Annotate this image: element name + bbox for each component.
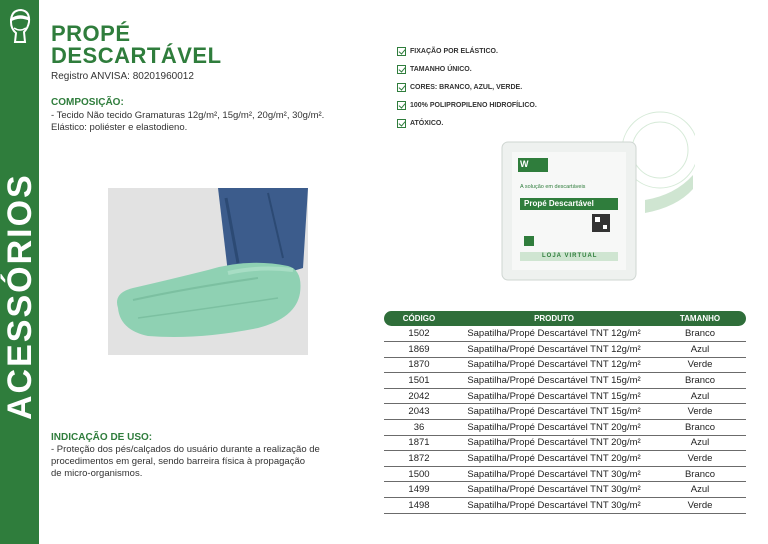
cell-product: Sapatilha/Propé Descartável TNT 15g/m²	[454, 373, 654, 389]
package-store: LOJA VIRTUAL	[542, 253, 598, 259]
feature-item	[397, 62, 537, 77]
composition-line-2: Elástico: poliéster e elastodieno.	[51, 122, 188, 133]
table-row	[384, 420, 746, 436]
cell-code: 1502	[384, 326, 454, 342]
table-row	[384, 326, 746, 342]
usage-text	[51, 444, 320, 480]
feature-text: ATÓXICO.	[410, 120, 444, 127]
table-body	[384, 326, 746, 513]
cell-size: Azul	[654, 435, 746, 451]
cell-size: Verde	[654, 404, 746, 420]
cell-product: Sapatilha/Propé Descartável TNT 15g/m²	[454, 388, 654, 404]
cell-code: 1499	[384, 482, 454, 498]
registration-number: Registro ANVISA: 80201960012	[51, 71, 194, 82]
cell-code: 2043	[384, 404, 454, 420]
feature-item	[397, 98, 537, 113]
column-header-code: CÓDIGO	[384, 311, 454, 326]
column-header-product: PRODUTO	[454, 311, 654, 326]
table-row	[384, 373, 746, 389]
cell-size: Branco	[654, 466, 746, 482]
cell-product: Sapatilha/Propé Descartável TNT 12g/m²	[454, 357, 654, 373]
cell-code: 1871	[384, 435, 454, 451]
cell-code: 36	[384, 420, 454, 436]
shoe-cover-photo	[108, 188, 308, 355]
cell-size: Azul	[654, 342, 746, 358]
cell-product: Sapatilha/Propé Descartável TNT 30g/m²	[454, 466, 654, 482]
package-tagline: A solução em descartáveis	[520, 184, 586, 190]
cell-code: 1869	[384, 342, 454, 358]
feature-text: 100% POLIPROPILENO HIDROFÍLICO.	[410, 102, 537, 109]
sidebar	[0, 0, 39, 544]
table-row	[384, 404, 746, 420]
composition-line-1: - Tecido Não tecido Gramaturas 12g/m², 15g/m², 20g/m², 30g/m².	[51, 110, 325, 121]
cell-code: 1870	[384, 357, 454, 373]
checkbox-icon	[397, 119, 406, 128]
feature-text: TAMANHO ÚNICO.	[410, 66, 472, 73]
cell-size: Azul	[654, 388, 746, 404]
product-package	[500, 140, 638, 282]
table-row	[384, 482, 746, 498]
usage-heading: INDICAÇÃO DE USO:	[51, 432, 153, 443]
table-row	[384, 357, 746, 373]
cell-size: Verde	[654, 451, 746, 467]
cell-product: Sapatilha/Propé Descartável TNT 30g/m²	[454, 498, 654, 514]
feature-list	[397, 44, 537, 134]
usage-line-3: de micro-organismos.	[51, 468, 143, 479]
cell-product: Sapatilha/Propé Descartável TNT 20g/m²	[454, 435, 654, 451]
product-table	[384, 311, 746, 514]
title-line-1: PROPÉ	[51, 21, 131, 46]
checkbox-icon	[397, 101, 406, 110]
page-title	[51, 23, 222, 67]
cell-product: Sapatilha/Propé Descartável TNT 20g/m²	[454, 420, 654, 436]
checkbox-icon	[397, 83, 406, 92]
table-row	[384, 466, 746, 482]
package-brand: W	[520, 159, 529, 169]
cell-code: 1500	[384, 466, 454, 482]
cell-size: Branco	[654, 326, 746, 342]
feature-item	[397, 44, 537, 59]
table-row	[384, 342, 746, 358]
title-line-2: DESCARTÁVEL	[51, 43, 222, 68]
feature-item	[397, 116, 537, 131]
cell-size: Verde	[654, 498, 746, 514]
cell-code: 1501	[384, 373, 454, 389]
column-header-size: TAMANHO	[654, 311, 746, 326]
cell-code: 1872	[384, 451, 454, 467]
feature-item	[397, 80, 537, 95]
cell-code: 1498	[384, 498, 454, 514]
cell-product: Sapatilha/Propé Descartável TNT 15g/m²	[454, 404, 654, 420]
table-row	[384, 498, 746, 514]
cell-code: 2042	[384, 388, 454, 404]
table-row	[384, 435, 746, 451]
composition-text	[51, 110, 324, 134]
cell-size: Azul	[654, 482, 746, 498]
cell-product: Sapatilha/Propé Descartável TNT 30g/m²	[454, 482, 654, 498]
usage-line-2: procedimentos em geral, sendo barreira física à propagação	[51, 456, 306, 467]
cell-product: Sapatilha/Propé Descartável TNT 20g/m²	[454, 451, 654, 467]
cell-product: Sapatilha/Propé Descartável TNT 12g/m²	[454, 342, 654, 358]
cell-size: Verde	[654, 357, 746, 373]
composition-heading: COMPOSIÇÃO:	[51, 97, 124, 108]
feature-text: CORES: BRANCO, AZUL, VERDE.	[410, 84, 523, 91]
package-product-name: Propé Descartável	[524, 199, 594, 208]
cell-size: Branco	[654, 373, 746, 389]
category-label: ACESSÓRIOS	[1, 173, 39, 420]
table-header-row	[384, 311, 746, 326]
checkbox-icon	[397, 65, 406, 74]
table-row	[384, 388, 746, 404]
checkbox-icon	[397, 47, 406, 56]
table-row	[384, 451, 746, 467]
feature-text: FIXAÇÃO POR ELÁSTICO.	[410, 48, 498, 55]
cell-size: Branco	[654, 420, 746, 436]
usage-line-1: - Proteção dos pés/calçados do usuário durante a realização de	[51, 444, 320, 455]
cell-product: Sapatilha/Propé Descartável TNT 12g/m²	[454, 326, 654, 342]
product-photo	[108, 188, 308, 355]
